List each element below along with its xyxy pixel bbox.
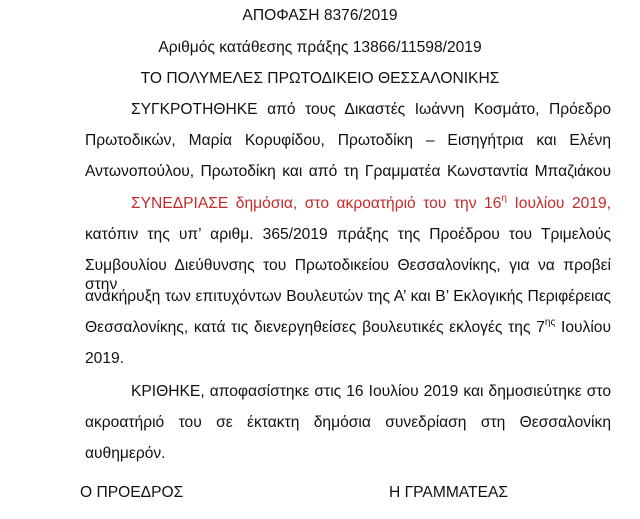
- session-line-4: ανακήρυξη των επιτυχόντων Βουλευτών της Α’ και Β’ Εκλογικής Περιφέρειας: [85, 288, 611, 305]
- judgment-line-3: αυθημερόν.: [85, 445, 166, 462]
- session-line-1-date: Ιουλίου 2019,: [506, 195, 611, 212]
- composition-line-1: ΣΥΓΚΡΟΤΗΘΗΚΕ από τους Δικαστές Ιωάννη Κοσμάτο, Πρόεδρο: [131, 101, 611, 118]
- session-line-5-superscript: ης: [544, 316, 556, 328]
- session-line-5-text: Θεσσαλονίκης, κατά τις διενεργηθείσες βουλευτικές εκλογές της 7: [85, 319, 545, 336]
- judgment-line-1: ΚΡΙΘΗΚΕ, αποφασίστηκε στις 16 Ιουλίου 2019 και δημοσιεύτηκε στο: [131, 383, 611, 400]
- judgment-line-2: ακροατήριό του σε έκτακτη δημόσια συνεδρίαση στη Θεσσαλονίκη: [85, 414, 611, 431]
- session-line-1-superscript: η: [501, 192, 507, 204]
- session-line-6: 2019.: [85, 350, 125, 367]
- session-line-2: κατόπιν της υπ’ αριθμ. 365/2019 πράξης της Προέδρου του Τριμελούς: [85, 226, 611, 243]
- president-signature-label: Ο ΠΡΟΕΔΡΟΣ: [80, 484, 184, 501]
- decision-number: ΑΠΟΦΑΣΗ 8376/2019: [242, 7, 398, 24]
- session-line-3: Συμβουλίου Διεύθυνσης του Πρωτοδικείου Θεσσαλονίκης, για να προβεί στην: [85, 257, 611, 293]
- session-line-1-text: ΣΥΝΕΔΡΙΑΣΕ δημόσια, στο ακροατήριό του την 16: [131, 195, 502, 212]
- session-line-5-month: Ιουλίου: [555, 319, 611, 336]
- secretary-signature-label: Η ΓΡΑΜΜΑΤΕΑΣ: [389, 484, 509, 501]
- composition-line-3: Αντωνοπούλου, Πρωτοδίκη και από τη Γραμματέα Κωνσταντία Μπαζιάκου: [85, 163, 611, 180]
- court-name: ΤΟ ΠΟΛΥΜΕΛΕΣ ΠΡΩΤΟΔΙΚΕΙΟ ΘΕΣΣΑΛΟΝΙΚΗΣ: [140, 70, 500, 87]
- session-line-1: [131, 194, 611, 213]
- session-line-5: [85, 318, 611, 337]
- filing-number: Αριθμός κατάθεσης πράξης 13866/11598/2019: [158, 39, 482, 56]
- composition-line-2: Πρωτοδικών, Μαρία Κορυφίδου, Πρωτοδίκη – Εισηγήτρια και Ελένη: [85, 132, 611, 149]
